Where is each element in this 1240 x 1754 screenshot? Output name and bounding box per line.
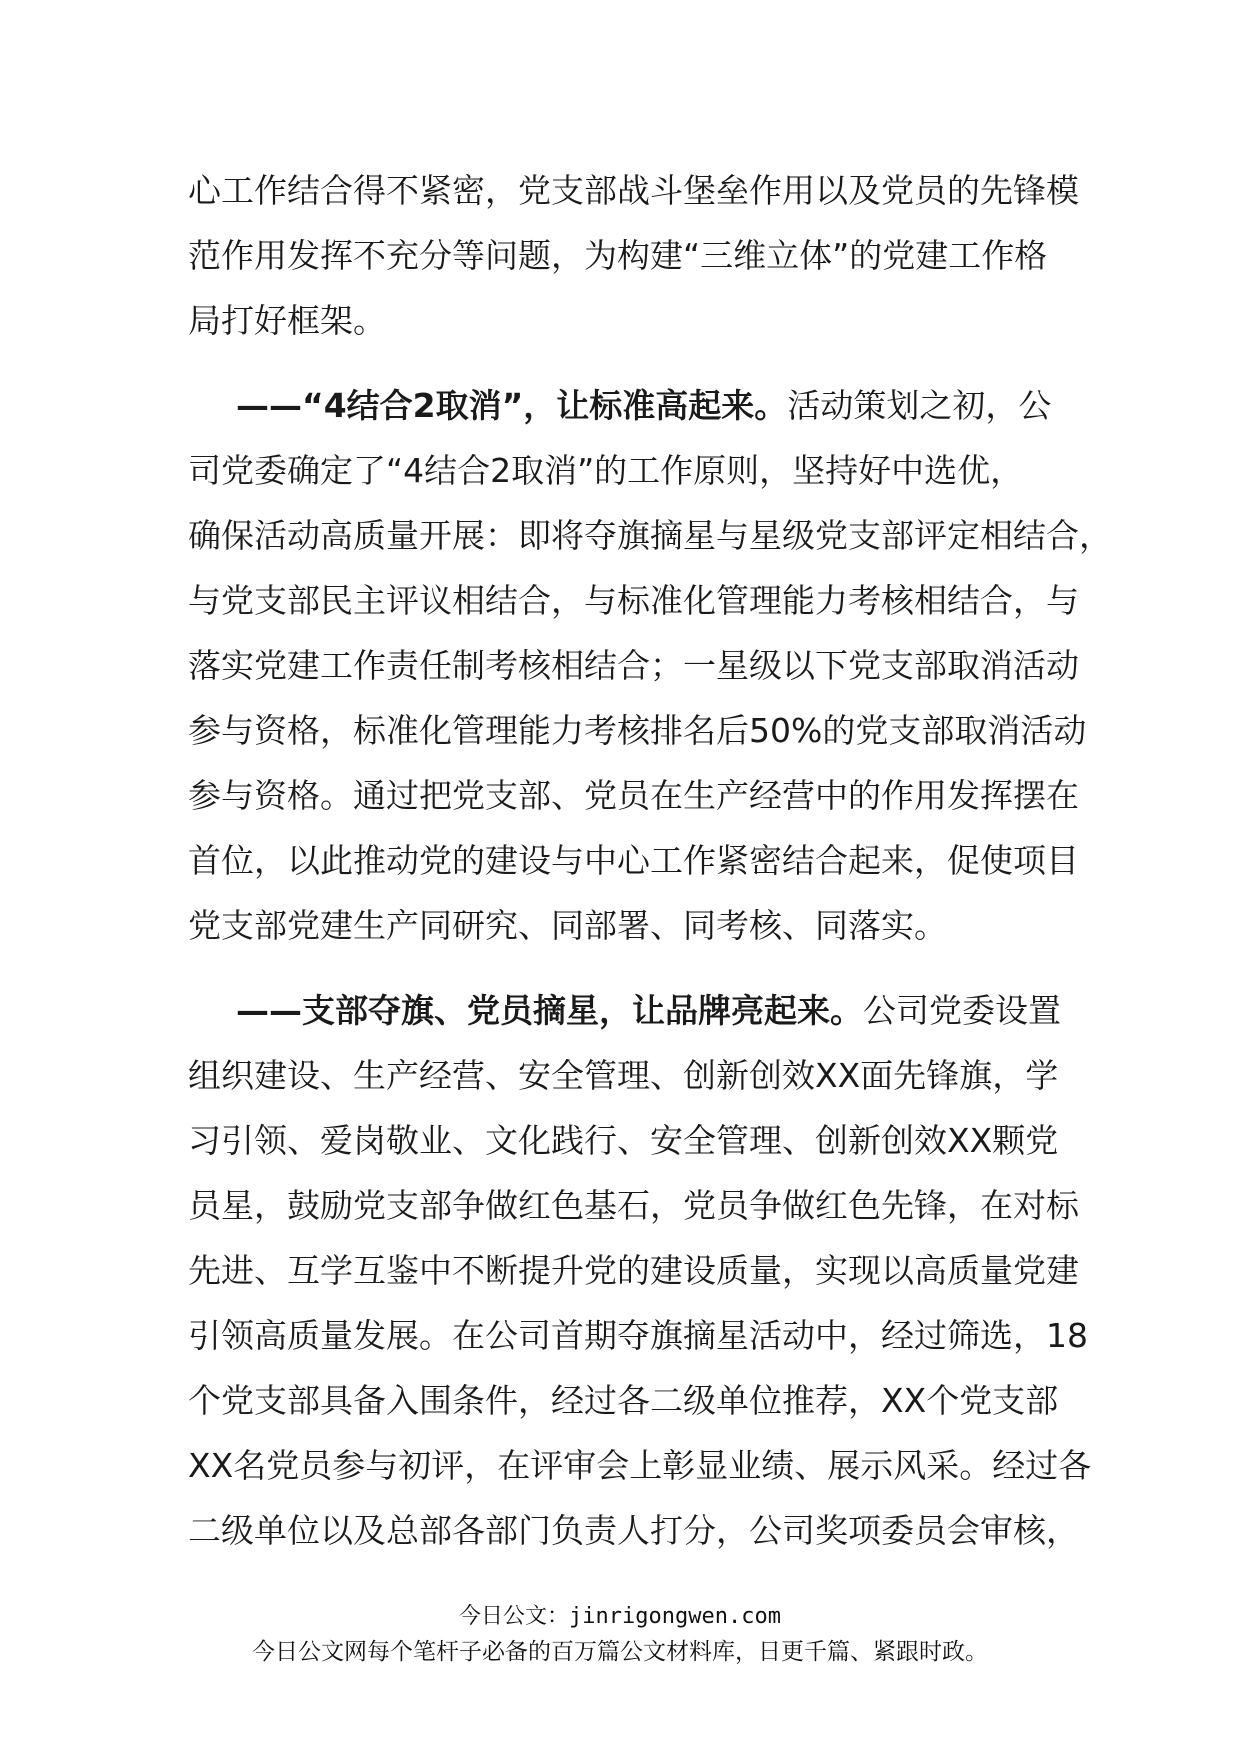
document-body [188, 158, 1112, 1563]
footer-site-link[interactable]: jinrigongwen.com [569, 1604, 781, 1629]
paragraph-first-line [188, 373, 1058, 438]
text-line: 首位，以此推动党的建设与中心工作紧密结合起来，促使项目 [188, 841, 1079, 880]
text-line: 范作用发挥不充分等问题，为构建“三维立体”的党建工作格 [188, 236, 1048, 275]
paragraph-first-line [188, 978, 1061, 1043]
text-line: 员星，鼓励党支部争做红色基石，党员争做红色先锋，在对标 [188, 1186, 1079, 1225]
footer-tagline: 今日公文网每个笔杆子必备的百万篇公文材料库，日更千篇、紧跟时政。 [252, 1639, 988, 1665]
text-line: XX名党员参与初评，在评审会上彰显业绩、展示风采。经过各 [188, 1446, 1092, 1485]
text-line: 党支部党建生产同研究、同部署、同考核、同落实。 [188, 906, 947, 945]
text-line: 引领高质量发展。在公司首期夺旗摘星活动中，经过筛选，18 [188, 1316, 1088, 1355]
text-line: 与党支部民主评议相结合，与标准化管理能力考核相结合，与 [188, 581, 1079, 620]
text-line: 二级单位以及总部各部门负责人打分，公司奖项委员会审核， [188, 1511, 1079, 1550]
paragraph-text: 公司党委设置 [863, 991, 1061, 1030]
text-line: 参与资格，标准化管理能力考核排名后50%的党支部取消活动 [188, 711, 1087, 750]
paragraph-heading: ——支部夺旗、党员摘星，让品牌亮起来。 [236, 991, 863, 1030]
footer-label: 今日公文： [459, 1604, 570, 1629]
text-line: 落实党建工作责任制考核相结合；一星级以下党支部取消活动 [188, 646, 1079, 685]
paragraph-text: 活动策划之初，公 [787, 386, 1052, 425]
text-line: 个党支部具备入围条件，经过各二级单位推荐，XX个党支部 [188, 1381, 1059, 1420]
text-line: 组织建设、生产经营、安全管理、创新创效XX面先锋旗，学 [188, 1056, 1059, 1095]
paragraph-heading: ——“4结合2取消”，让标准高起来。 [236, 386, 788, 425]
text-line: 参与资格。通过把党支部、党员在生产经营中的作用发挥摆在 [188, 776, 1079, 815]
text-line: 习引领、爱岗敬业、文化践行、安全管理、创新创效XX颗党 [188, 1121, 1059, 1160]
footer-source [0, 1602, 1240, 1632]
text-line: 先进、互学互鉴中不断提升党的建设质量，实现以高质量党建 [188, 1251, 1079, 1290]
text-line: 心工作结合得不紧密，党支部战斗堡垒作用以及党员的先锋模 [188, 171, 1079, 210]
text-line: 确保活动高质量开展：即将夺旗摘星与星级党支部评定相结合， [188, 516, 1112, 555]
text-line: 局打好框架。 [188, 301, 386, 340]
text-line: 司党委确定了“4结合2取消”的工作原则，坚持好中选优， [188, 451, 1024, 490]
